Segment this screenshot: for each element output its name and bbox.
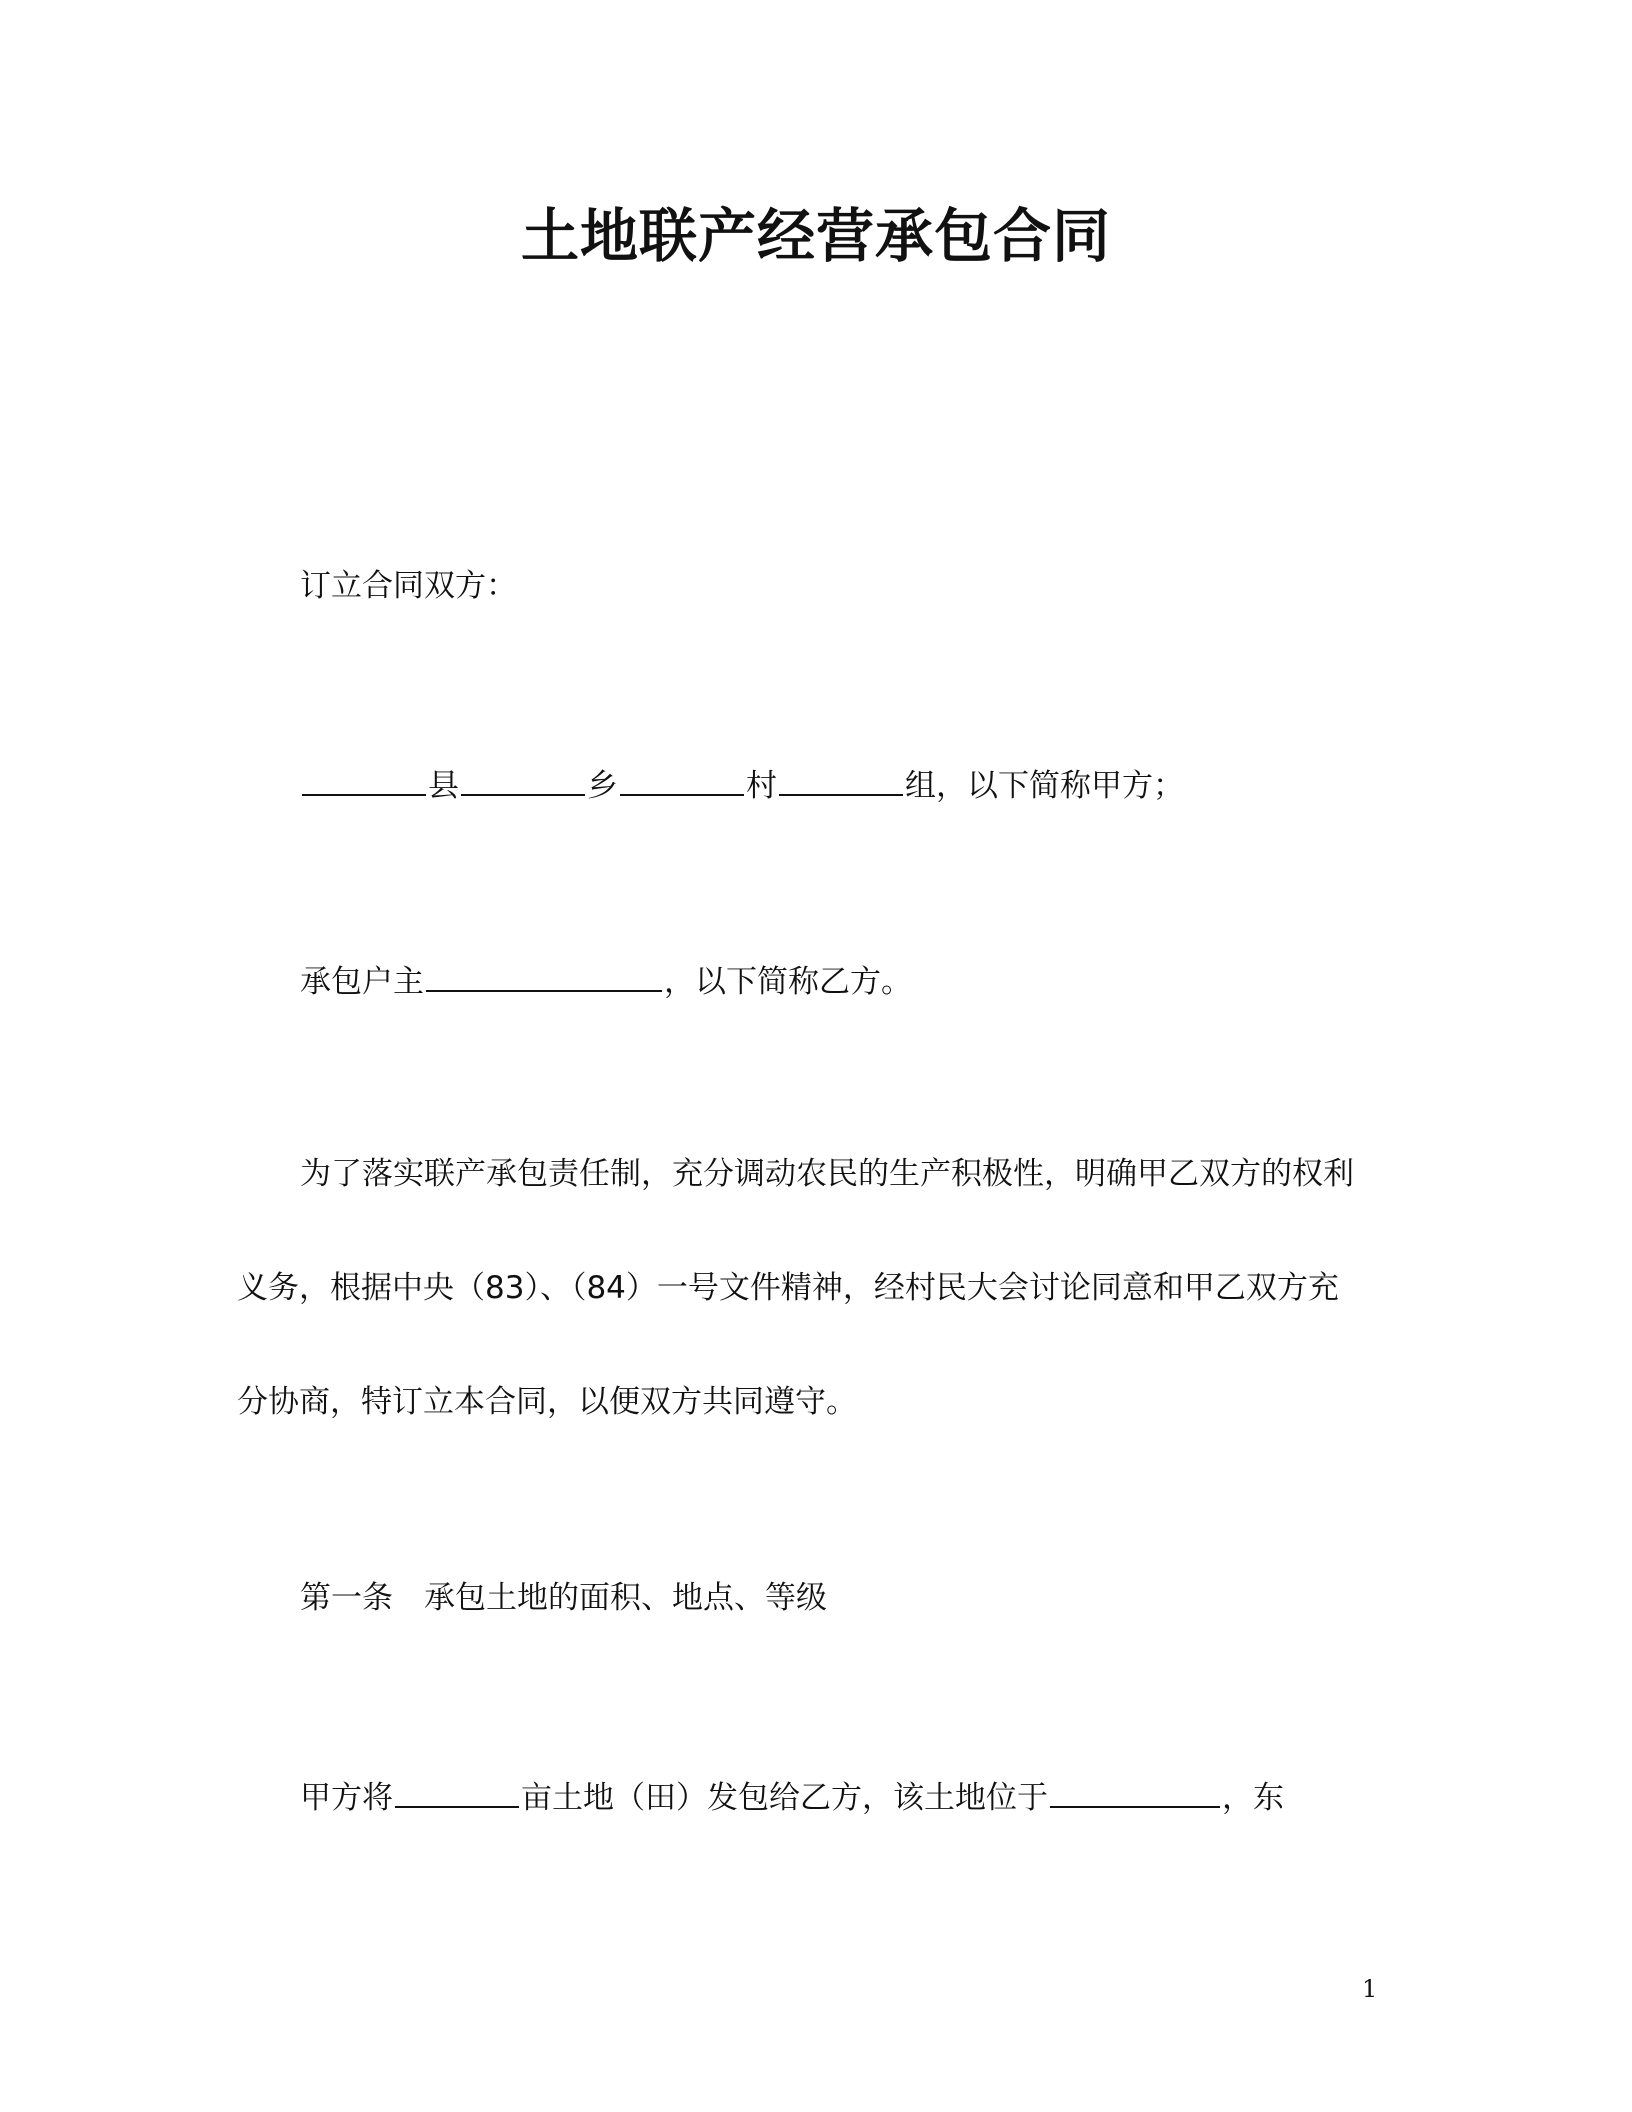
party-a-line [300, 760, 1184, 808]
party-b-line [300, 956, 912, 1004]
party-b-suffix: ，以下简称乙方。 [664, 964, 912, 1000]
article-1-suffix: ，东 [1222, 1780, 1284, 1816]
village-label: 村 [746, 768, 777, 804]
purpose-line-1: 为了落实联产承包责任制，充分调动农民的生产积极性，明确甲乙双方的权利 [300, 1156, 1354, 1192]
village-blank[interactable] [620, 760, 744, 796]
article-1-text [300, 1772, 1284, 1820]
article-1-heading: 第一条 承包土地的面积、地点、等级 [300, 1580, 827, 1616]
area-blank[interactable] [395, 1772, 519, 1808]
page-number: 1 [1362, 1975, 1378, 2003]
county-label: 县 [428, 768, 459, 804]
household-head-blank[interactable] [426, 956, 662, 992]
purpose-line-3: 分协商，特订立本合同，以便双方共同遵守。 [237, 1384, 857, 1420]
township-blank[interactable] [461, 760, 585, 796]
group-blank[interactable] [779, 760, 903, 796]
parties-heading: 订立合同双方： [300, 568, 517, 604]
county-blank[interactable] [302, 760, 426, 796]
document-title: 土地联产经营承包合同 [520, 202, 1111, 270]
article-1-middle: 亩土地（田）发包给乙方，该土地位于 [521, 1780, 1048, 1816]
group-label: 组，以下简称甲方； [905, 768, 1184, 804]
purpose-line-2: 义务，根据中央（83）、（84）一号文件精神，经村民大会讨论同意和甲乙双方充 [237, 1270, 1339, 1306]
location-blank[interactable] [1050, 1772, 1220, 1808]
household-head-label: 承包户主 [300, 964, 424, 1000]
township-label: 乡 [587, 768, 618, 804]
article-1-prefix: 甲方将 [300, 1780, 393, 1816]
